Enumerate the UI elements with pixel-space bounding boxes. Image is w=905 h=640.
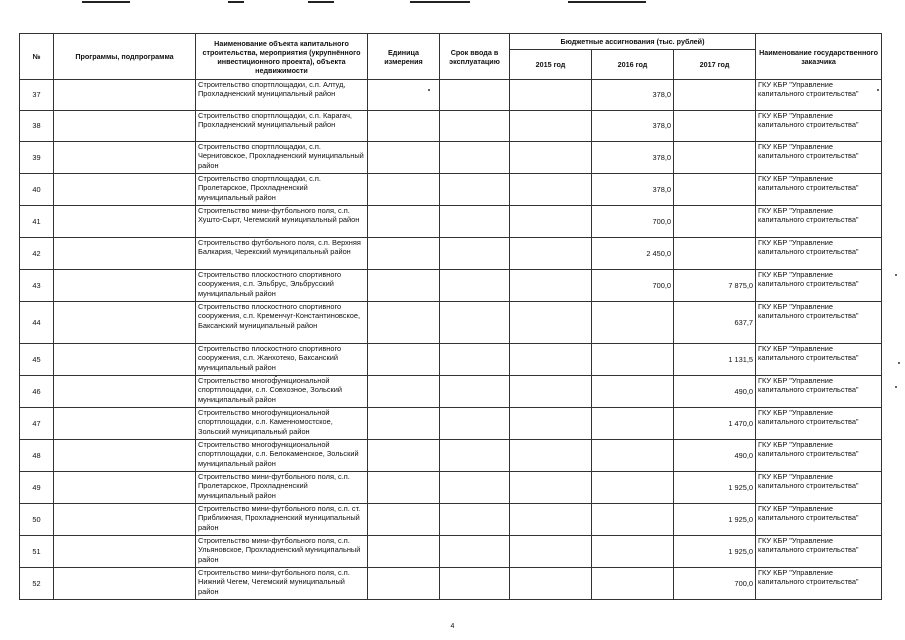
value-2016-cell: 378,0	[592, 80, 674, 111]
deadline-cell	[440, 408, 510, 440]
value-2015-cell	[510, 270, 592, 302]
table-row	[20, 408, 882, 440]
object-name-cell: Строительство многофункциональной спортплощадки, с.п. Каменномостское, Зольский муниципальный район	[196, 408, 368, 440]
value-2015-cell	[510, 536, 592, 568]
table-row	[20, 472, 882, 504]
row-number: 52	[20, 568, 54, 600]
object-name-cell: Строительство спортплощадки, с.п. Карагач, Прохладненский муниципальный район	[196, 111, 368, 142]
value-2016-cell	[592, 376, 674, 408]
value-2016-cell	[592, 472, 674, 504]
value-2015-cell	[510, 408, 592, 440]
object-name-cell: Строительство спортплощадки, с.п. Алтуд, Прохладненский муниципальный район	[196, 80, 368, 111]
unit-cell	[368, 568, 440, 600]
unit-cell	[368, 206, 440, 238]
customer-cell: ГКУ КБР "Управление капитального строительства"	[756, 302, 882, 344]
object-name-cell: Строительство мини-футбольного поля, с.п. Пролетарское, Прохладненский муниципальный район	[196, 472, 368, 504]
table-row	[20, 302, 882, 344]
value-2017-cell: 1 925,0	[674, 504, 756, 536]
value-2016-cell: 378,0	[592, 111, 674, 142]
customer-cell: ГКУ КБР "Управление капитального строительства"	[756, 111, 882, 142]
value-2017-cell: 7 875,0	[674, 270, 756, 302]
program-cell	[54, 206, 196, 238]
program-cell	[54, 111, 196, 142]
object-name-cell: Строительство плоскостного спортивного сооружения, с.п. Кременчуг-Константиновское, Баксанский муниципальный район	[196, 302, 368, 344]
unit-cell	[368, 344, 440, 376]
row-number: 46	[20, 376, 54, 408]
customer-cell: ГКУ КБР "Управление капитального строительства"	[756, 270, 882, 302]
table-body	[20, 80, 882, 600]
object-name-cell: Строительство мини-футбольного поля, с.п. Нижний Чегем, Чегемский муниципальный район	[196, 568, 368, 600]
page-number: 4	[450, 623, 455, 630]
row-number: 45	[20, 344, 54, 376]
deadline-cell	[440, 111, 510, 142]
program-cell	[54, 472, 196, 504]
margin-mark	[410, 1, 470, 3]
object-name-cell: Строительство многофункциональной спортплощадки, с.п. Белокаменское, Зольский муниципальный район	[196, 440, 368, 472]
program-cell	[54, 440, 196, 472]
table-row	[20, 174, 882, 206]
value-2016-cell: 700,0	[592, 206, 674, 238]
value-2015-cell	[510, 440, 592, 472]
value-2015-cell	[510, 504, 592, 536]
value-2015-cell	[510, 80, 592, 111]
deadline-cell	[440, 206, 510, 238]
row-number: 50	[20, 504, 54, 536]
deadline-cell	[440, 536, 510, 568]
scan-speck	[895, 274, 897, 276]
value-2016-cell: 378,0	[592, 142, 674, 174]
program-cell	[54, 302, 196, 344]
value-2017-cell: 1 470,0	[674, 408, 756, 440]
unit-cell	[368, 536, 440, 568]
table-row	[20, 238, 882, 270]
deadline-cell	[440, 440, 510, 472]
row-number: 39	[20, 142, 54, 174]
row-number: 43	[20, 270, 54, 302]
customer-cell: ГКУ КБР "Управление капитального строительства"	[756, 568, 882, 600]
object-name-cell: Строительство плоскостного спортивного сооружения, с.п. Жанхотеко, Баксанский муниципальный район	[196, 344, 368, 376]
unit-cell	[368, 472, 440, 504]
value-2016-cell: 378,0	[592, 174, 674, 206]
customer-cell: ГКУ КБР "Управление капитального строительства"	[756, 472, 882, 504]
deadline-cell	[440, 504, 510, 536]
scan-speck	[428, 89, 430, 91]
value-2015-cell	[510, 174, 592, 206]
program-cell	[54, 80, 196, 111]
table-row	[20, 440, 882, 472]
value-2017-cell: 637,7	[674, 302, 756, 344]
value-2017-cell: 1 131,5	[674, 344, 756, 376]
customer-cell: ГКУ КБР "Управление капитального строительства"	[756, 238, 882, 270]
value-2015-cell	[510, 302, 592, 344]
value-2017-cell: 490,0	[674, 440, 756, 472]
header-2016: 2016 год	[592, 50, 674, 80]
value-2017-cell	[674, 111, 756, 142]
header-budget-group: Бюджетные ассигнования (тыс. рублей)	[510, 34, 756, 50]
value-2015-cell	[510, 111, 592, 142]
header-unit: Единица измерения	[368, 34, 440, 80]
value-2015-cell	[510, 238, 592, 270]
customer-cell: ГКУ КБР "Управление капитального строительства"	[756, 80, 882, 111]
object-name-cell: Строительство мини-футбольного поля, с.п. Хушто-Сырт, Чегемский муниципальный район	[196, 206, 368, 238]
deadline-cell	[440, 472, 510, 504]
value-2016-cell	[592, 408, 674, 440]
margin-mark	[228, 1, 244, 3]
value-2016-cell	[592, 536, 674, 568]
margin-mark	[82, 1, 130, 3]
row-number: 51	[20, 536, 54, 568]
program-cell	[54, 270, 196, 302]
object-name-cell: Строительство многофункциональной спортплощадки, с.п. Совхозное, Зольский муниципальный район	[196, 376, 368, 408]
table-row	[20, 376, 882, 408]
table-row	[20, 568, 882, 600]
object-name-cell: Строительство плоскостного спортивного сооружения, с.п. Эльбрус, Эльбрусский муниципальный район	[196, 270, 368, 302]
unit-cell	[368, 142, 440, 174]
unit-cell	[368, 111, 440, 142]
value-2015-cell	[510, 206, 592, 238]
header-deadline: Срок ввода в эксплуатацию	[440, 34, 510, 80]
object-name-cell: Строительство мини-футбольного поля, с.п. Ульяновское, Прохладненский муниципальный район	[196, 536, 368, 568]
header-2015: 2015 год	[510, 50, 592, 80]
object-name-cell: Строительство спортплощадки, с.п. Пролетарское, Прохладненский муниципальный район	[196, 174, 368, 206]
value-2015-cell	[510, 344, 592, 376]
row-number: 38	[20, 111, 54, 142]
value-2015-cell	[510, 472, 592, 504]
value-2016-cell: 700,0	[592, 270, 674, 302]
customer-cell: ГКУ КБР "Управление капитального строительства"	[756, 536, 882, 568]
value-2017-cell	[674, 238, 756, 270]
unit-cell	[368, 408, 440, 440]
value-2017-cell	[674, 174, 756, 206]
table-row	[20, 504, 882, 536]
value-2017-cell: 700,0	[674, 568, 756, 600]
deadline-cell	[440, 142, 510, 174]
table-row	[20, 206, 882, 238]
object-name-cell: Строительство футбольного поля, с.п. Верхняя Балкария, Черекский муниципальный район	[196, 238, 368, 270]
program-cell	[54, 238, 196, 270]
value-2015-cell	[510, 568, 592, 600]
customer-cell: ГКУ КБР "Управление капитального строительства"	[756, 142, 882, 174]
program-cell	[54, 142, 196, 174]
deadline-cell	[440, 238, 510, 270]
row-number: 37	[20, 80, 54, 111]
value-2016-cell	[592, 568, 674, 600]
deadline-cell	[440, 376, 510, 408]
value-2017-cell: 1 925,0	[674, 472, 756, 504]
customer-cell: ГКУ КБР "Управление капитального строительства"	[756, 206, 882, 238]
value-2016-cell	[592, 440, 674, 472]
row-number: 44	[20, 302, 54, 344]
deadline-cell	[440, 568, 510, 600]
program-cell	[54, 376, 196, 408]
customer-cell: ГКУ КБР "Управление капитального строительства"	[756, 440, 882, 472]
value-2015-cell	[510, 376, 592, 408]
customer-cell: ГКУ КБР "Управление капитального строительства"	[756, 376, 882, 408]
object-name-cell: Строительство мини-футбольного поля, с.п. ст. Приближная, Прохладненский муниципальный район	[196, 504, 368, 536]
scan-speck	[877, 89, 879, 91]
unit-cell	[368, 80, 440, 111]
deadline-cell	[440, 80, 510, 111]
header-2017: 2017 год	[674, 50, 756, 80]
table-row	[20, 344, 882, 376]
value-2016-cell	[592, 302, 674, 344]
value-2016-cell	[592, 504, 674, 536]
value-2017-cell: 1 925,0	[674, 536, 756, 568]
program-cell	[54, 408, 196, 440]
row-number: 40	[20, 174, 54, 206]
deadline-cell	[440, 270, 510, 302]
customer-cell: ГКУ КБР "Управление капитального строительства"	[756, 174, 882, 206]
deadline-cell	[440, 174, 510, 206]
table-row	[20, 80, 882, 111]
value-2017-cell	[674, 142, 756, 174]
customer-cell: ГКУ КБР "Управление капитального строительства"	[756, 504, 882, 536]
row-number: 48	[20, 440, 54, 472]
header-num: №	[20, 34, 54, 80]
budget-table	[19, 33, 882, 600]
table-row	[20, 142, 882, 174]
customer-cell: ГКУ КБР "Управление капитального строительства"	[756, 408, 882, 440]
unit-cell	[368, 238, 440, 270]
value-2016-cell: 2 450,0	[592, 238, 674, 270]
unit-cell	[368, 302, 440, 344]
unit-cell	[368, 376, 440, 408]
value-2015-cell	[510, 142, 592, 174]
value-2016-cell	[592, 344, 674, 376]
table-row	[20, 270, 882, 302]
header-program: Программы, подпрограмма	[54, 34, 196, 80]
unit-cell	[368, 504, 440, 536]
table-row	[20, 536, 882, 568]
header-object: Наименование объекта капитального строительства, мероприятия (укрупнённого инвестиционного проекта), объекта недвижимости	[196, 34, 368, 80]
customer-cell: ГКУ КБР "Управление капитального строительства"	[756, 344, 882, 376]
unit-cell	[368, 174, 440, 206]
scan-speck	[895, 386, 897, 388]
deadline-cell	[440, 302, 510, 344]
row-number: 41	[20, 206, 54, 238]
value-2017-cell: 490,0	[674, 376, 756, 408]
margin-mark	[568, 1, 646, 3]
table-header	[20, 34, 882, 80]
object-name-cell: Строительство спортплощадки, с.п. Черниговское, Прохладненский муниципальный район	[196, 142, 368, 174]
header-customer: Наименование государственного заказчика	[756, 34, 882, 80]
deadline-cell	[440, 344, 510, 376]
scan-speck	[898, 362, 900, 364]
program-cell	[54, 536, 196, 568]
row-number: 49	[20, 472, 54, 504]
program-cell	[54, 568, 196, 600]
row-number: 47	[20, 408, 54, 440]
table-row	[20, 111, 882, 142]
value-2017-cell	[674, 206, 756, 238]
program-cell	[54, 174, 196, 206]
top-margin-marks	[0, 0, 905, 6]
scan-speck	[275, 375, 277, 377]
margin-mark	[308, 1, 334, 3]
value-2017-cell	[674, 80, 756, 111]
unit-cell	[368, 440, 440, 472]
program-cell	[54, 504, 196, 536]
program-cell	[54, 344, 196, 376]
row-number: 42	[20, 238, 54, 270]
unit-cell	[368, 270, 440, 302]
